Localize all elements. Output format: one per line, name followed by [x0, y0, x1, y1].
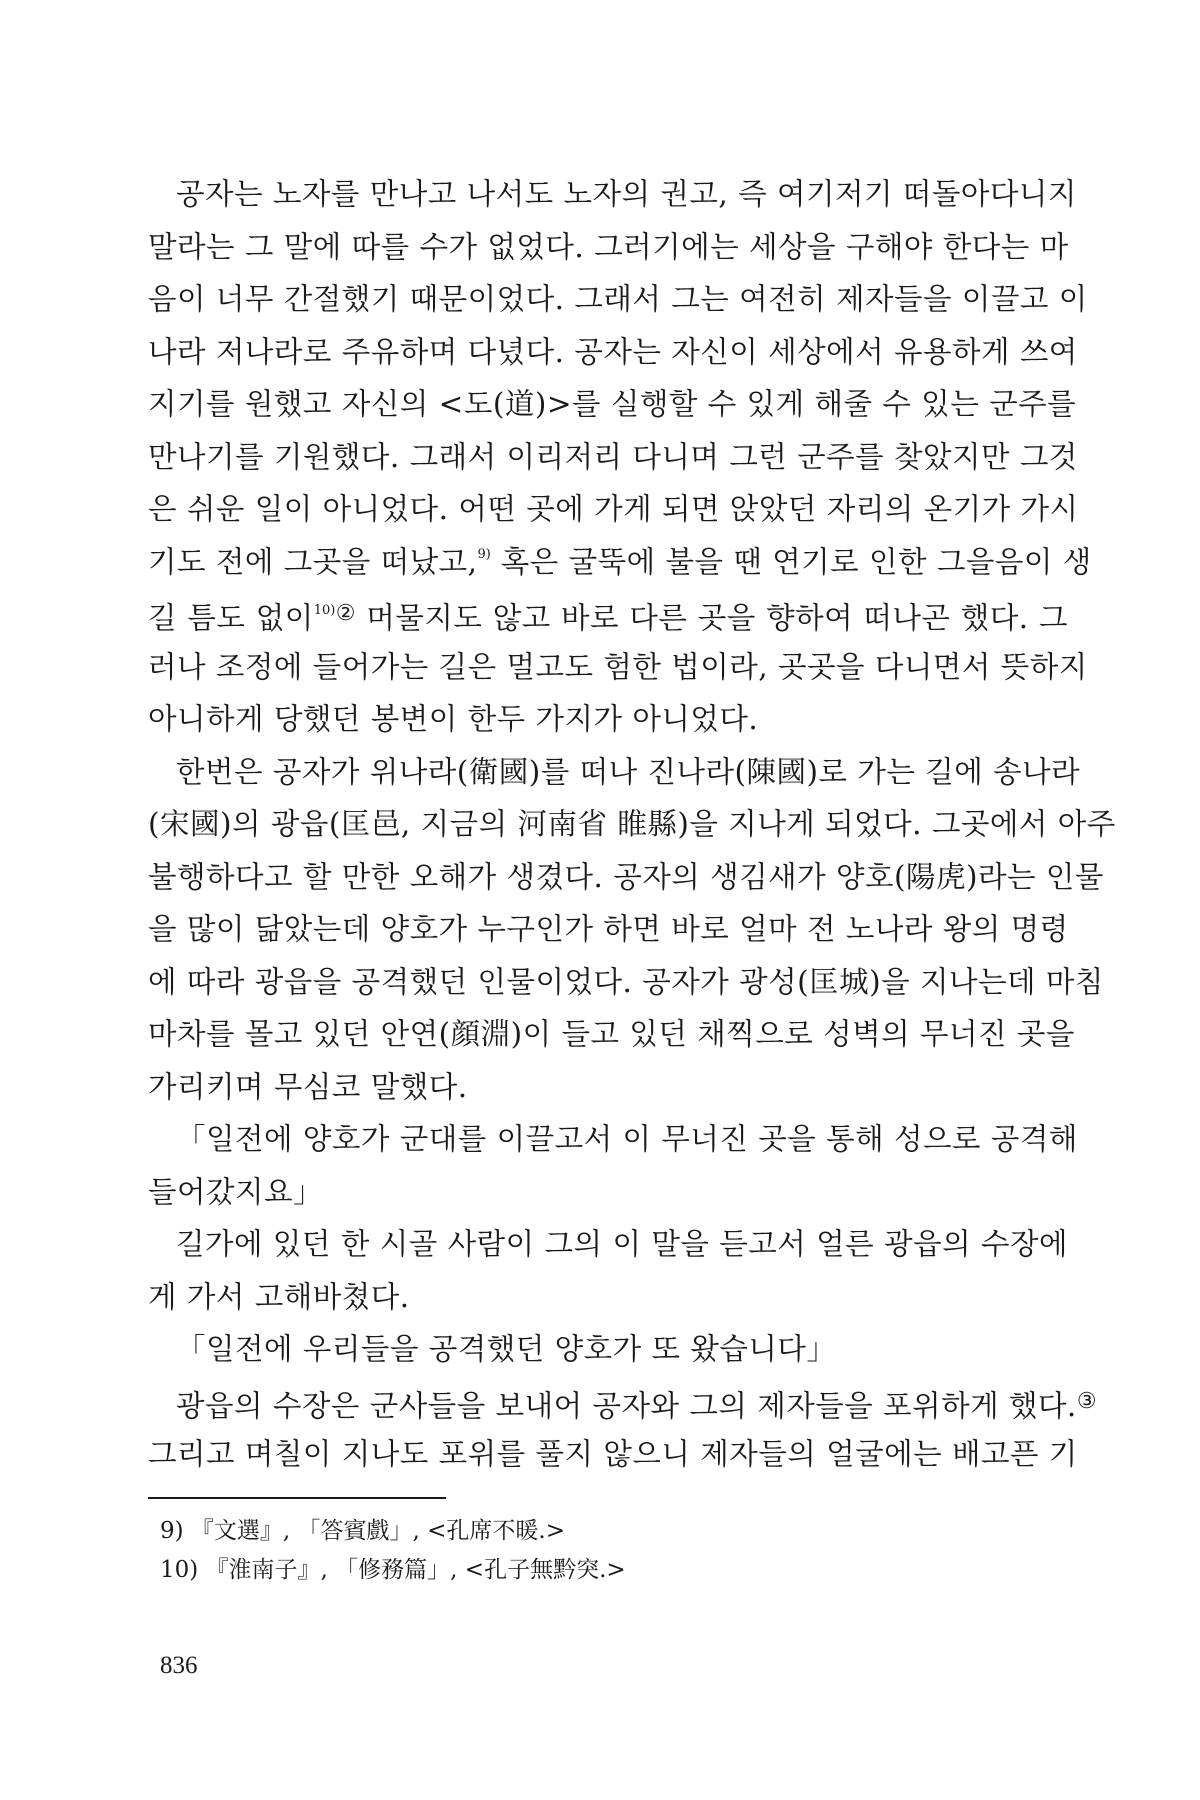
- line-text: 음이 너무 간절했기 때문이었다. 그래서 그는 여전히 제자들을 이끌고 이: [148, 282, 1088, 316]
- line-text: 기도 전에 그곳을 떠났고,: [148, 544, 478, 579]
- text-line: [148, 1323, 1068, 1376]
- line-text-continued: 혹은 굴뚝에 불을 땐 연기로 인한 그을음이 생: [490, 544, 1092, 579]
- line-text: 그리고 며칠이 지나도 포위를 풀지 않으니 제자들의 얼굴에는 배고픈 기: [148, 1437, 1078, 1471]
- body-text: [148, 168, 1116, 1481]
- text-line: [148, 431, 1078, 484]
- footnote-ref: 9): [477, 546, 491, 562]
- text-line: [148, 1166, 1068, 1219]
- line-text: 아니하게 당했던 봉변이 한두 가지가 아니었다.: [148, 702, 759, 736]
- footnotes: [160, 1512, 626, 1590]
- line-text: (宋國)의 광읍(匡邑, 지금의 河南省 睢縣)을 지나게 되었다. 그곳에서 아주: [148, 807, 1116, 841]
- line-text: 길가에 있던 한 시골 사람이 그의 이 말을 듣고서 얼른 광읍의 수장에: [176, 1227, 1068, 1261]
- line-text: 마차를 몰고 있던 안연(顔淵)이 들고 있던 채찍으로 성벽의 무너진 곳을: [148, 1017, 1075, 1051]
- line-text: 들어갔지요」: [148, 1174, 323, 1209]
- text-line: [148, 378, 1077, 431]
- line-text-continued: 머물지도 않고 바로 다른 곳을 향하여 떠나곤 했다. 그: [356, 601, 1068, 635]
- text-line: [148, 1376, 1097, 1429]
- text-line: [148, 1061, 1068, 1114]
- text-line: [148, 851, 1104, 904]
- line-text: 「일전에 우리들을 공격했던 양호가 또 왔습니다」: [176, 1332, 837, 1366]
- circled-note-ref: ②: [335, 601, 357, 626]
- text-line: [148, 956, 1104, 1009]
- footnote-rule: [148, 1497, 446, 1499]
- line-text: 러나 조정에 들어가는 길은 멀고도 험한 법이라, 곳곳을 다니면서 뜻하지: [148, 649, 1088, 684]
- line-text: 말라는 그 말에 따를 수가 없었다. 그러기에는 세상을 구해야 한다는 마: [148, 229, 1069, 264]
- text-line: [148, 536, 1092, 589]
- text-line: [148, 1271, 1068, 1324]
- text-line: [148, 1113, 1078, 1166]
- text-line: [148, 1428, 1078, 1481]
- text-line: [148, 693, 1068, 746]
- line-text: 불행하다고 할 만한 오해가 생겼다. 공자의 생김새가 양호(陽虎)라는 인물: [148, 859, 1104, 894]
- text-line: [148, 273, 1088, 326]
- text-line: [148, 903, 1068, 956]
- line-text: 게 가서 고해바쳤다.: [148, 1279, 410, 1314]
- text-line: [148, 746, 1081, 799]
- footnote: 10) 『淮南子』, 「修務篇」, <孔子無黔突.>: [160, 1557, 626, 1583]
- text-line: [148, 483, 1079, 536]
- circled-note-ref: ③: [1076, 1388, 1097, 1414]
- line-text: 공자는 노자를 만나고 나서도 노자의 권고, 즉 여기저기 떠돌아다니지: [176, 177, 1077, 211]
- line-text: 은 쉬운 일이 아니었다. 어떤 곳에 가게 되면 앉았던 자리의 온기가 가시: [148, 492, 1079, 526]
- line-text: 나라 저나라로 주유하며 다녔다. 공자는 자신이 세상에서 유용하게 쓰여: [148, 334, 1078, 369]
- text-line: [148, 168, 1077, 221]
- footnote: 9) 『文選』, 「答賓戲」, <孔席不暖.>: [160, 1518, 566, 1544]
- page-number: 836: [160, 1652, 198, 1679]
- line-text: 에 따라 광읍을 공격했던 인물이었다. 공자가 광성(匡城)을 지나는데 마침: [148, 964, 1104, 999]
- line-text: 광읍의 수장은 군사들을 보내어 공자와 그의 제자들을 포위하게 했다.: [176, 1388, 1077, 1423]
- line-text: 만나기를 기원했다. 그래서 이리저리 다니며 그런 군주를 찾았지만 그것: [148, 439, 1078, 474]
- line-text: 한번은 공자가 위나라(衛國)를 떠나 진나라(陳國)로 가는 길에 송나라: [176, 754, 1081, 789]
- text-line: [148, 588, 1068, 641]
- line-text: 「일전에 양호가 군대를 이끌고서 이 무너진 곳을 통해 성으로 공격해: [176, 1122, 1078, 1156]
- text-line: [148, 641, 1088, 694]
- line-text: 길 틈도 없이: [148, 601, 314, 635]
- line-text: 지기를 원했고 자신의 <도(道)>를 실행할 수 있게 해줄 수 있는 군주를: [148, 387, 1077, 421]
- text-line: [148, 1218, 1068, 1271]
- line-text: 가리키며 무심코 말했다.: [148, 1069, 468, 1104]
- text-line: [148, 1008, 1075, 1061]
- text-line: [148, 221, 1068, 274]
- text-line: [148, 326, 1078, 379]
- text-line: [148, 798, 1116, 851]
- line-text: 을 많이 닮았는데 양호가 누구인가 하면 바로 얼마 전 노나라 왕의 명령: [148, 912, 1069, 946]
- footnote-ref: 10): [313, 603, 336, 618]
